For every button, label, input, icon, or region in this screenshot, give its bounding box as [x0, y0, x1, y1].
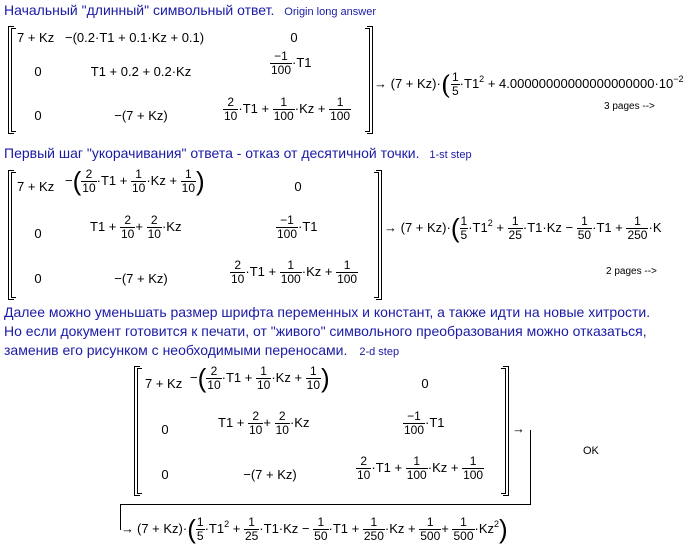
heading-1: Начальный "длинный" символьный ответ. Origin long answer: [4, 2, 376, 18]
m1-r3c1: 0: [34, 108, 42, 123]
paragraph-line-3: заменив его рисунком с необходимыми переносами. 2-d step: [4, 342, 400, 358]
result-1: → (7 + Kz)·( $\frac{1}{5}$ $\cdot T1^2 + 4.00000000000000000000\cdot 10^{-2}$: [374, 70, 684, 101]
matrix-1-right-bracket: [367, 26, 373, 134]
heading-2: Первый шаг "укорачивания" ответа - отказ от десятичной точки. 1-st step: [4, 145, 472, 161]
wrap-line-vertical: [530, 430, 531, 504]
arrow-right-icon: →: [512, 421, 525, 436]
paragraph-line-1: Далее можно уменьшать размер шрифта переменных и констант, а также идти на новые хитрости.: [4, 304, 651, 320]
m2-r1c1: 7 + Kz: [17, 179, 55, 194]
m2-r3c3: $\frac{2}{10}$ ·T1 + $\frac{1}{100}$ ·Kz + $\frac{1}{100}$: [231, 258, 358, 286]
wrap-line-horizontal: [120, 504, 531, 505]
paragraph-line-2: Но если документ готовится к печати, от "живого" символьного преобразования можно отказаться,: [4, 323, 647, 339]
result-2: → (7 + Kz)·( $\frac{1}{5}$ $\cdot T1^2$ + $\frac{1}{25}$ ·T1·Kz − $\frac{1}{50}$ ·T1 + $\frac{1}{250}$ ·K: [384, 213, 662, 243]
note-2: 1-st step: [429, 149, 472, 161]
m3-r3c1: 0: [161, 467, 169, 482]
matrix-1-left-bracket-inner: [11, 28, 16, 132]
m1-r1c3: 0: [290, 30, 298, 45]
result-3: (7 + Kz)·( $\frac{1}{5}$ $\cdot T1^2$ + $\frac{1}{25}$ ·T1·Kz − $\frac{1}{50}$ ·T1 + $\frac{1}{250}$ ·Kz + $\frac{1}{500}$ + $\frac{1}{500}$ $\cdot Kz^2$): [137, 514, 508, 544]
m2-r1c2: −( $\frac{2}{10}$ ·T1 + $\frac{1}{10}$ ·Kz + $\frac{1}{10}$ ): [65, 166, 205, 196]
m3-r1c1: 7 + Kz: [145, 376, 183, 391]
m1-r2c2: T1 + 0.2 + 0.2·Kz: [90, 64, 192, 79]
m1-r2c3: $\frac{-1}{100}$ ·T1: [271, 49, 312, 77]
note-3: 2-d step: [359, 346, 400, 358]
m3-r2c2: T1 + $\frac{2}{10}$ + $\frac{2}{10}$ ·Kz: [218, 409, 310, 437]
m3-r2c1: 0: [161, 422, 169, 437]
m3-r3c2: −(7 + Kz): [243, 467, 297, 482]
m1-r3c3: $\frac{2}{10}$ ·T1 + $\frac{1}{100}$ ·Kz + $\frac{1}{100}$: [224, 95, 351, 123]
m2-r2c2: T1 + $\frac{2}{10}$ + $\frac{2}{10}$ ·Kz: [90, 213, 182, 241]
m2-r3c1: 0: [34, 271, 42, 286]
pages-link-1[interactable]: 3 pages -->: [604, 101, 655, 112]
matrix-3-right-bracket: [503, 366, 509, 496]
m1-r3c2: −(7 + Kz): [114, 108, 168, 123]
wrap-arrow-icon: →: [121, 521, 134, 536]
m2-r2c1: 0: [34, 226, 42, 241]
m2-r1c3: 0: [294, 179, 302, 194]
m1-r2c1: 0: [34, 64, 42, 79]
m3-r3c3: $\frac{2}{10}$ ·T1 + $\frac{1}{100}$ ·Kz + $\frac{1}{100}$: [357, 454, 484, 482]
m2-r2c3: $\frac{-1}{100}$ ·T1: [277, 213, 318, 241]
note-1: Origin long answer: [284, 6, 376, 18]
m3-r1c3: 0: [421, 376, 429, 391]
m1-r1c1: 7 + Kz: [17, 30, 55, 45]
paragraph: [4, 303, 650, 362]
matrix-3-left-bracket-inner: [137, 368, 142, 494]
pages-link-2[interactable]: 2 pages -->: [606, 266, 657, 277]
ok-label: OK: [583, 445, 599, 457]
m2-r3c2: −(7 + Kz): [114, 271, 168, 286]
matrix-2-left-bracket-inner: [11, 172, 16, 298]
m3-r2c3: $\frac{-1}{100}$ ·T1: [404, 409, 445, 437]
m3-r1c2: −( $\frac{2}{10}$ ·T1 + $\frac{1}{10}$ ·Kz + $\frac{1}{10}$ ): [190, 363, 330, 393]
m1-r1c2: −(0.2·T1 + 0.1·Kz + 0.1): [65, 30, 205, 45]
matrix-2-right-bracket: [376, 170, 382, 300]
